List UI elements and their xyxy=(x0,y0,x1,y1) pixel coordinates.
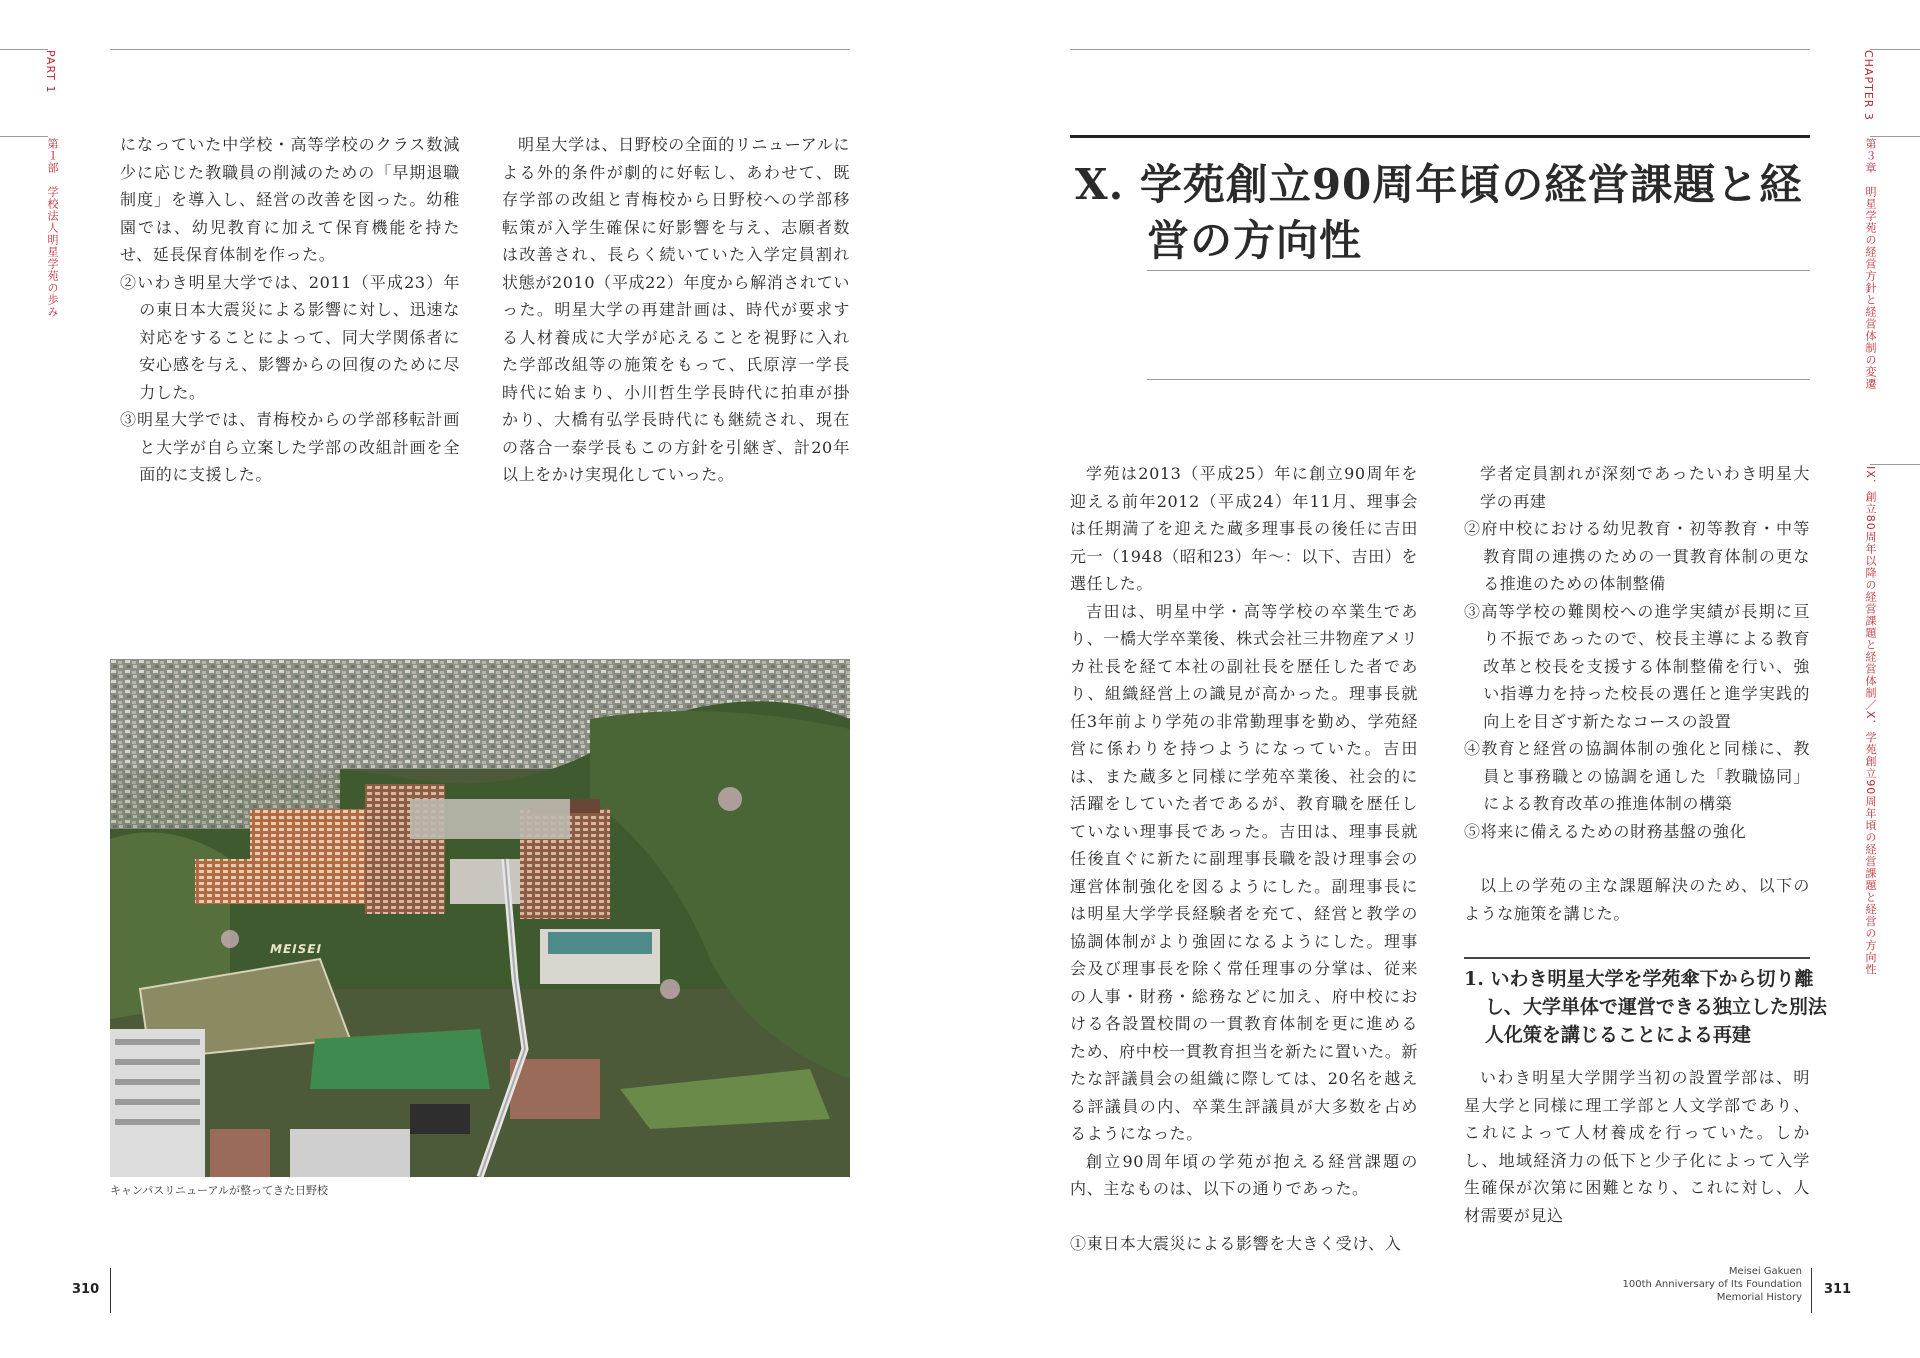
title-top-bar xyxy=(1070,135,1810,138)
paragraph-gap xyxy=(1070,1203,1418,1230)
right-column-1 xyxy=(1070,460,1418,1257)
paragraph: いわき明星大学開学当初の設置学部は、明星大学と同様に理工学部と人文学部であり、これによって人材養成を行っていた。しかし、地域経済力の低下と少子化によって入学生確保が次第に困難となり、これに対し、人材需要が見込 xyxy=(1464,1068,1810,1225)
footer-line-3: Memorial History xyxy=(1716,1292,1802,1303)
paragraph-continuation: になっていた中学校・高等学校のクラス数減少に応じた教職員の削減のための「早期退職制度」を導入し、経営の改善を図った。幼稚園では、幼児教育に加えて保育機能を持たせ、延長保育体制を作った。 xyxy=(120,135,460,264)
list-item-continuation: 学者定員割れが深刻であったいわき明星大学の再建 xyxy=(1480,464,1810,511)
list-item: ③高等学校の難関校への進学実績が長期に亘り不振であったので、校長主導による教育改革と校長を支援する体制整備を行い、強い指導力を持った校長の選任と進学実践的向上を目ざす新たなコースの設置 xyxy=(1464,601,1810,731)
list-item: ①東日本大震災による影響を大きく受け、入 xyxy=(1070,1233,1402,1253)
right-section-rule xyxy=(1870,464,1920,465)
right-page-number: 311 xyxy=(1824,1282,1852,1297)
list-item: ③明星大学では、青梅校からの学部移転計画と大学が自ら立案した学部の改組計画を全面的に支援した。 xyxy=(120,410,460,484)
footer-line-1: Meisei Gakuen xyxy=(1728,1266,1802,1277)
chapter-label: CHAPTER 3 xyxy=(1862,50,1875,121)
list-item: ⑤将来に備えるための財務基盤の強化 xyxy=(1464,821,1747,841)
list-item: ②府中校における幼児教育・初等教育・中等教育間の連携のための一貫教育体制の更なる推進のための体制整備 xyxy=(1464,519,1810,593)
chapter-section-title-line2: 営の方向性 xyxy=(1147,216,1363,265)
right-footer-divider xyxy=(1811,1268,1812,1313)
paragraph: 明星大学は、日野校の全面的リニューアルによる外的条件が劇的に好転し、あわせて、既存学部の改組と青梅校から日野校への学部移転策が入学生確保に好影響を与え、志願者数は改善され、長らく続いていた入学定員割れ状態が2010（平成22）年度から解消されていった。明星大学の再建計画は、時代が要求する人材養成に大学が応えることを視野に入れた学部改組等の施策をもって、氏原淳一学長時代に始まり、小川哲生学長時代に拍車が掛かり、大橋有弘学長時代にも継続され、現在の落合一泰学長もこの方針を引継ぎ、計20年以上をかけ実現化していった。 xyxy=(502,135,850,484)
right-top-rule xyxy=(1070,49,1810,50)
right-top-rule-short xyxy=(1870,49,1920,50)
title-bottom-rule xyxy=(1147,379,1810,380)
left-top-rule-short xyxy=(0,49,48,50)
paragraph: 創立90周年頃の学苑が抱える経営課題の内、主なものは、以下の通りであった。 xyxy=(1070,1151,1418,1198)
title-underline xyxy=(1147,270,1810,271)
campus-sign-text: MEISEI xyxy=(268,942,324,956)
left-section-label: 第１部 学校法人明星学苑の歩み xyxy=(46,138,59,318)
paragraph: 吉田は、明星中学・高等学校の卒業生であり、一橋大学卒業後、株式会社三井物産アメリカ社長を経て本社の副社長を歴任した者であり、組織経営上の識見が高かった。理事長就任3年前より学苑の非常勤理事を勤め、学苑経営に係わりを持つようになっていた。吉田は、また蔵多と同様に学苑卒業後、社会的に活躍をしていた者であるが、教育職を歴任していない理事長であった。吉田は、理事長就任後直ぐに新たに副理事長職を設け理事会の運営体制強化を図るようにした。副理事長には明星大学学長経験者を充て、経営と教学の協調体制がより強固になるようにした。理事会及び理事長を除く常任理事の分掌は、従来の人事・財務・総務などに加え、府中校における各設置校間の一貫教育体制を更に進めるため、府中校一貫教育担当を新たに置いた。新たな評議員会の組織に際しては、20名を越える評議員の内、卒業生評議員が大多数を占めるようになった。 xyxy=(1070,601,1418,1143)
chapter-title-vertical: 第３章 明星学苑の経営方針と経営体制の変遷 xyxy=(1864,138,1877,390)
section-label-vertical: IX．創立80周年以降の経営課題と経営体制／X．学苑創立90周年頃の経営課題と経営の方向性 xyxy=(1864,466,1877,976)
chapter-section-title-line1: X. 学苑創立90周年頃の経営課題と経 xyxy=(1075,160,1803,209)
right-chapter-rule xyxy=(1870,136,1920,137)
list-item: ④教育と経営の協調体制の強化と同様に、教員と事務職との協調を通した「教職協同」による教育改革の推進体制の構築 xyxy=(1464,739,1810,813)
left-footer-divider xyxy=(110,1268,111,1313)
paragraph-gap xyxy=(1464,845,1810,872)
list-item: ②いわき明星大学では、2011（平成23）年の東日本大震災による影響に対し、迅速な対応をすることによって、同大学関係者に安心感を与え、影響からの回復のために尽力した。 xyxy=(120,272,460,402)
campus-aerial-photo xyxy=(110,659,850,1177)
footer-book-title xyxy=(1560,1265,1802,1304)
paragraph: 以上の学苑の主な課題解決のため、以下のような施策を講じた。 xyxy=(1464,876,1810,923)
left-column-2 xyxy=(502,131,850,489)
left-top-rule xyxy=(110,49,850,50)
paragraph: 学苑は2013（平成25）年に創立90周年を迎える前年2012（平成24）年11月、理事会は任期満了を迎えた蔵多理事長の後任に吉田元一（1948（昭和23）年～：以下、吉田）を選任した。 xyxy=(1070,464,1418,593)
footer-line-2: 100th Anniversary of Its Foundation xyxy=(1622,1279,1802,1290)
left-page-number: 310 xyxy=(72,1282,100,1297)
photo-caption: キャンパスリニューアルが整ってきた日野校 xyxy=(110,1184,329,1197)
sub-heading: 1. いわき明星大学を学苑傘下から切り離し、大学単体で運営できる独立した別法人化策を講じることによる再建 xyxy=(1464,968,1827,1046)
part-label: PART 1 xyxy=(44,50,57,94)
left-section-rule xyxy=(0,136,48,137)
right-column-2-continued xyxy=(1464,1064,1810,1229)
right-column-2 xyxy=(1464,460,1810,927)
subheading-rule xyxy=(1464,957,1810,959)
left-column-1 xyxy=(120,131,460,489)
